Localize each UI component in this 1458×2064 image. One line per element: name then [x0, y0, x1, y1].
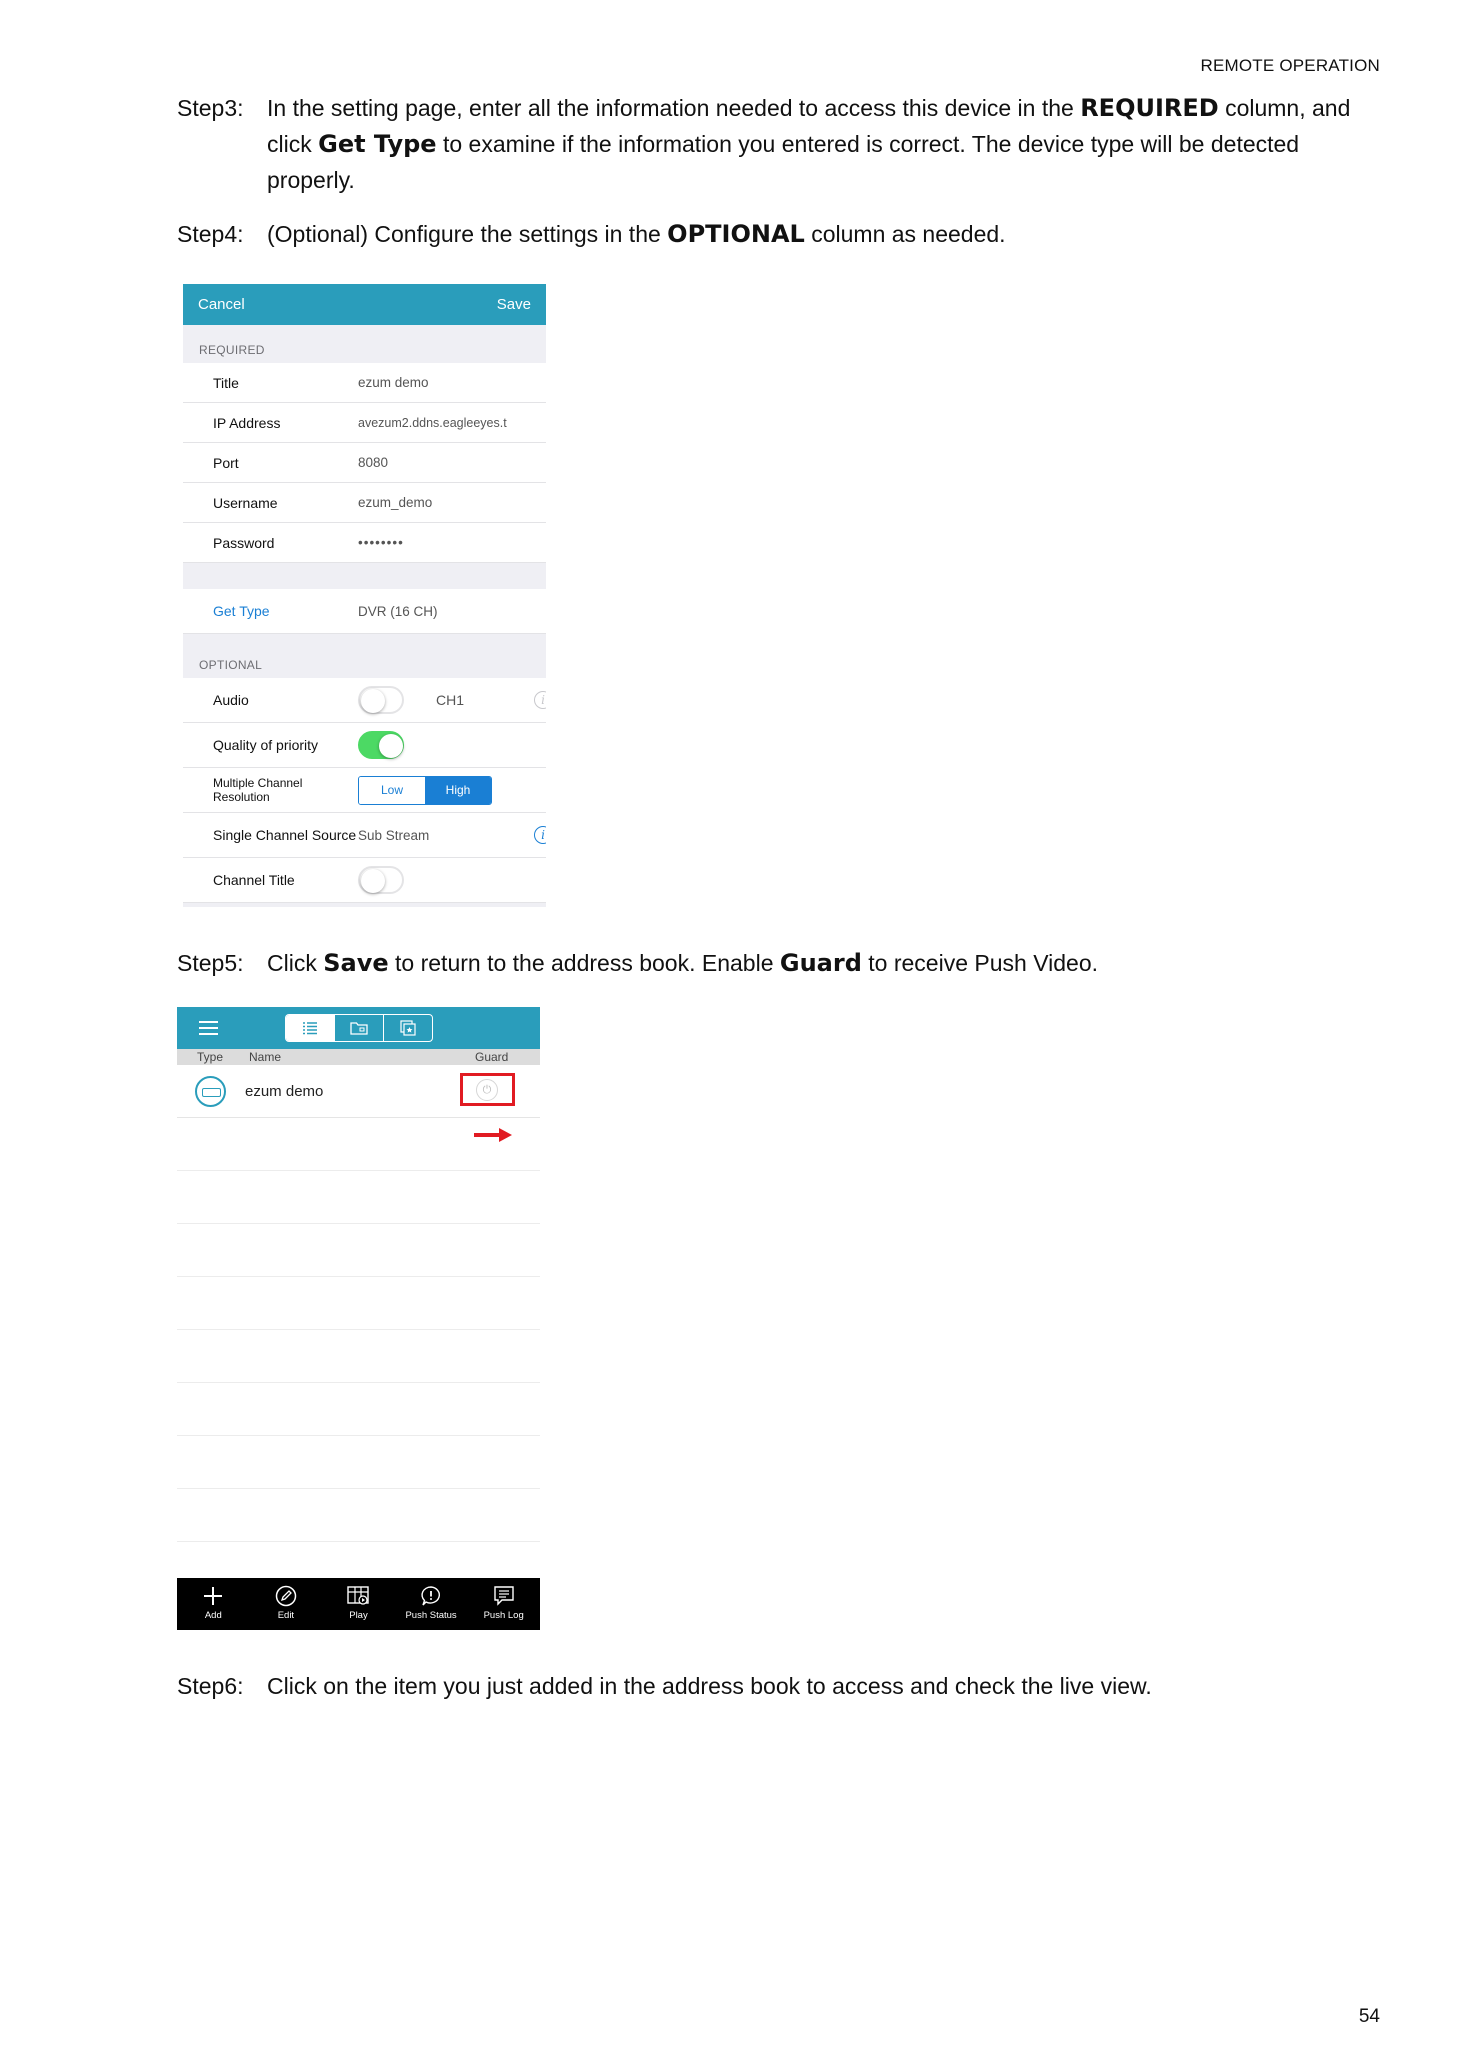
resolution-segmented-control[interactable]: [358, 776, 492, 805]
plus-icon: [202, 1585, 224, 1607]
guard-column-header: Guard: [475, 1050, 509, 1064]
push-status-button[interactable]: [395, 1578, 468, 1630]
toggle-knob: [361, 869, 385, 893]
settings-nav-bar: [183, 284, 546, 325]
audio-info-icon[interactable]: i: [534, 691, 546, 709]
view-tabs: [285, 1014, 433, 1042]
guard-highlight-box: [460, 1073, 515, 1106]
device-name: ezum demo: [245, 1082, 324, 1100]
step5-text-2: to return to the address book. Enable: [388, 950, 780, 976]
empty-row: [177, 1118, 540, 1171]
step6-label: Step6:: [177, 1673, 244, 1699]
step3-bold-required: REQUIRED: [1080, 94, 1219, 122]
page-number: 54: [1358, 2006, 1380, 2027]
password-row[interactable]: [183, 523, 546, 563]
username-row[interactable]: [183, 483, 546, 523]
step3-bold-get-type: Get Type: [318, 130, 437, 158]
column-header: [177, 1049, 540, 1065]
empty-row: [177, 1330, 540, 1383]
empty-row: [177, 1489, 540, 1542]
menu-icon[interactable]: [199, 1021, 218, 1035]
ip-address-label: IP Address: [213, 414, 281, 431]
quality-toggle[interactable]: [358, 731, 404, 759]
channel-title-row: [183, 858, 546, 903]
resolution-low-option[interactable]: Low: [359, 777, 425, 804]
title-field[interactable]: ezum demo: [358, 375, 429, 390]
step3: [177, 90, 1377, 198]
type-column-header: Type: [197, 1050, 224, 1064]
step5-label: Step5:: [177, 950, 244, 976]
step5-bold-save: Save: [323, 949, 389, 977]
step4-text: [267, 216, 1377, 252]
step5: [177, 945, 1377, 981]
title-label: Title: [213, 374, 239, 391]
save-button[interactable]: Save: [496, 296, 531, 313]
add-button[interactable]: [177, 1578, 250, 1630]
ip-address-field[interactable]: avezum2.ddns.eagleeyes.t: [358, 415, 507, 430]
empty-row: [177, 1224, 540, 1277]
push-log-button[interactable]: [467, 1578, 540, 1630]
push-status-icon: [420, 1585, 442, 1607]
required-section-header: REQUIRED: [199, 343, 265, 357]
multi-resolution-row: [183, 768, 546, 813]
audio-label: Audio: [213, 692, 249, 708]
password-field[interactable]: ••••••••: [358, 535, 404, 550]
step4-text-1: (Optional) Configure the settings in the: [267, 221, 668, 247]
step5-text-3: to receive Push Video.: [861, 950, 1098, 976]
step3-text: [267, 90, 1377, 198]
favorite-view-tab[interactable]: [384, 1015, 432, 1041]
address-book-nav-bar: [177, 1007, 540, 1049]
channel-title-toggle[interactable]: [358, 866, 404, 894]
step5-text: [267, 945, 1377, 981]
push-log-label: Push Log: [483, 1610, 524, 1621]
step6: [177, 1668, 1377, 1704]
audio-row: [183, 678, 546, 723]
single-source-info-icon[interactable]: i: [534, 826, 546, 844]
favorite-icon: [400, 1020, 416, 1036]
username-label: Username: [213, 494, 278, 511]
push-status-label: Push Status: [405, 1610, 457, 1621]
title-row[interactable]: [183, 363, 546, 403]
address-book-screenshot: [177, 1007, 540, 1630]
bottom-toolbar: [177, 1578, 540, 1630]
get-type-button[interactable]: Get Type: [213, 603, 270, 619]
ip-address-row[interactable]: [183, 403, 546, 443]
step3-text-1: In the setting page, enter all the information needed to access this device in the: [267, 95, 1081, 121]
single-source-row[interactable]: [183, 813, 546, 858]
step3-text-2: column, and click: [267, 95, 1351, 157]
quality-row: [183, 723, 546, 768]
port-field[interactable]: 8080: [358, 455, 389, 470]
toggle-knob: [379, 734, 403, 758]
step6-text: Click on the item you just added in the address book to access and check the live view.: [267, 1673, 1152, 1699]
empty-row: [177, 1383, 540, 1436]
header-section-label: REMOTE OPERATION: [1200, 56, 1380, 75]
dvr-device-icon: [195, 1076, 226, 1107]
section-gap: [183, 563, 546, 589]
folder-view-tab[interactable]: [335, 1015, 384, 1041]
settings-screenshot: [183, 284, 546, 907]
play-button[interactable]: [322, 1578, 395, 1630]
address-book-item[interactable]: [177, 1065, 540, 1118]
device-type-value: DVR (16 CH): [358, 603, 438, 619]
empty-row: [177, 1277, 540, 1330]
play-label: Play: [349, 1610, 368, 1621]
add-label: Add: [204, 1610, 222, 1621]
push-log-icon: [493, 1585, 515, 1607]
step4-text-2: column as needed.: [804, 221, 1006, 247]
port-row[interactable]: [183, 443, 546, 483]
step5-bold-guard: Guard: [779, 949, 862, 977]
step3-label: Step3:: [177, 95, 244, 121]
audio-toggle[interactable]: [358, 686, 404, 714]
password-label: Password: [213, 534, 275, 551]
step4-bold-optional: OPTIONAL: [667, 220, 805, 248]
optional-section-header: OPTIONAL: [199, 658, 263, 672]
single-source-value[interactable]: Sub Stream: [358, 827, 430, 843]
channel-title-label: Channel Title: [213, 872, 295, 888]
red-arrow-icon: [473, 1127, 513, 1143]
name-column-header: Name: [249, 1050, 282, 1064]
cancel-button[interactable]: Cancel: [198, 296, 245, 313]
audio-channel-label[interactable]: CH1: [436, 692, 465, 708]
multi-resolution-label: Multiple Channel Resolution: [213, 776, 303, 804]
folder-icon: [350, 1021, 368, 1035]
step4: [177, 216, 1377, 252]
edit-button[interactable]: [250, 1578, 323, 1630]
get-type-row[interactable]: [183, 589, 546, 634]
quality-label: Quality of priority: [213, 737, 319, 753]
list-view-tab[interactable]: [286, 1015, 335, 1041]
step5-text-1: Click: [267, 950, 324, 976]
list-icon: [302, 1021, 318, 1035]
resolution-high-option[interactable]: High: [425, 777, 491, 804]
port-label: Port: [213, 454, 239, 471]
edit-label: Edit: [277, 1610, 295, 1621]
empty-row: [177, 1171, 540, 1224]
edit-icon: [275, 1585, 297, 1607]
step3-text-3: to examine if the information you entered is correct. The device type will be detected properly.: [267, 131, 1300, 193]
username-field[interactable]: ezum_demo: [358, 495, 433, 510]
empty-row: [177, 1436, 540, 1489]
toggle-knob: [361, 689, 385, 713]
step4-label: Step4:: [177, 221, 244, 247]
play-grid-icon: [347, 1585, 369, 1607]
single-source-label: Single Channel Source: [213, 827, 357, 843]
guard-power-button[interactable]: ⏻: [476, 1079, 498, 1101]
